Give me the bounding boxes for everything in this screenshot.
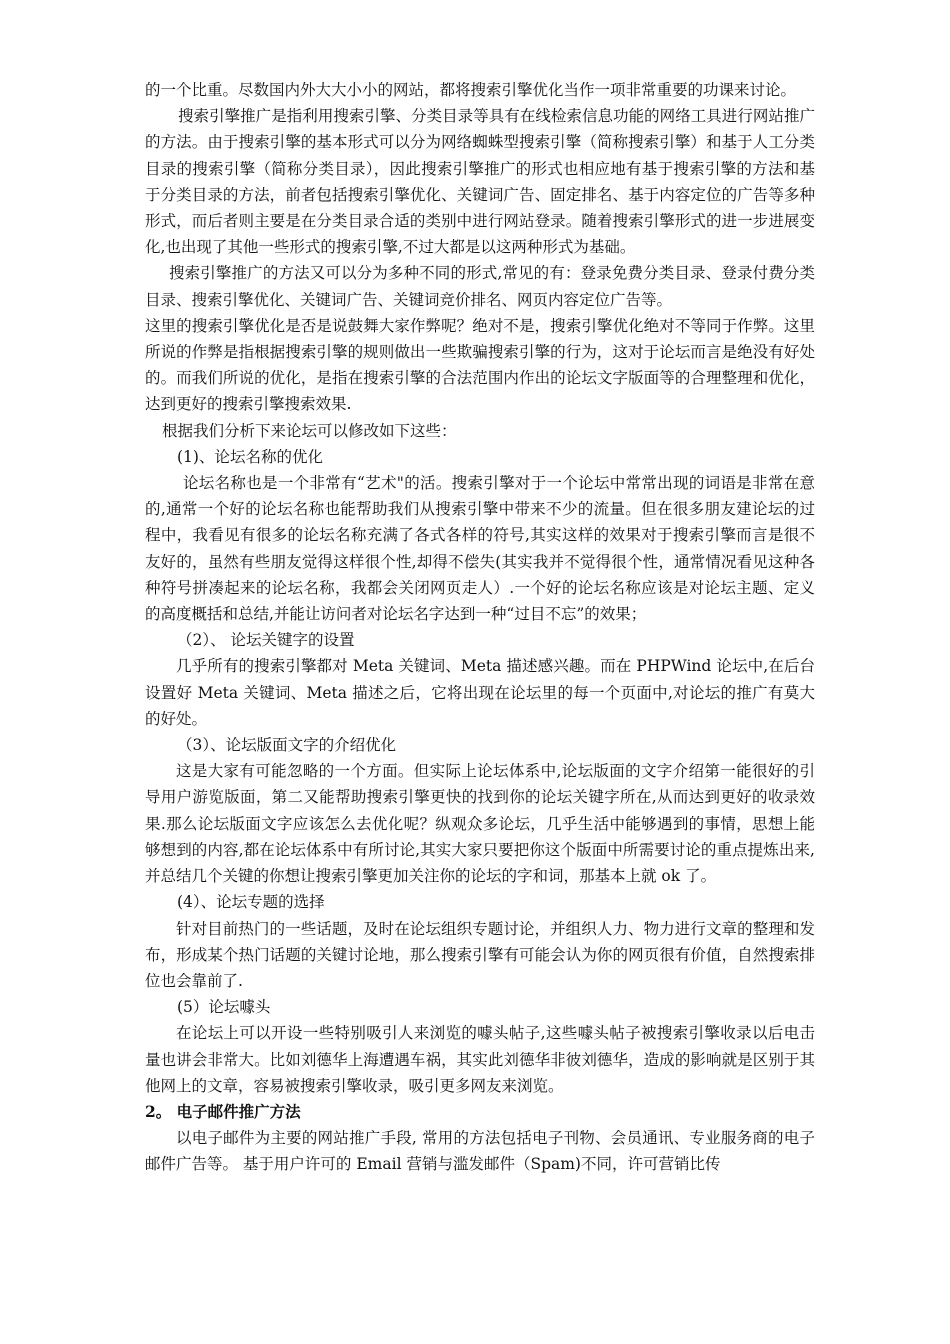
section-heading-email: 2。 电子邮件推广方法 [145, 1101, 301, 1121]
paragraph-promotion-methods: 搜索引擎推广的方法又可以分为多种不同的形式,常见的有：登录免费分类目录、登录付费分类目录、搜索引擎优化、关键词广告、关键词竞价排名、网页内容定位广告等。 [145, 264, 815, 309]
paragraph-forum-gimmick: 在论坛上可以开设一些特别吸引人来浏览的噱头帖子,这些噱头帖子被搜索引擎收录以后电击量也讲会非常大。比如刘德华上海遭遇车祸，其实此刘德华非彼刘德华，造成的影响就是区别于其他网上的文章，容易被搜索引擎收录，吸引更多网友来浏览。 [145, 1024, 815, 1095]
paragraph-search-engine-promotion: 搜索引擎推广是指利用搜索引擎、分类目录等具有在线检索信息功能的网络工具进行网站推广的方法。由于搜索引擎的基本形式可以分为网络蜘蛛型搜索引擎（简称搜索引擎）和基于人工分类目录的搜索引擎（简称分类目录），因此搜索引擎推广的形式也相应地有基于搜索引擎的方法和基于分类目录的方法，前者包括搜索引擎优化、关键词广告、固定排名、基于内容定位的广告等多种形式，而后者则主要是在分类目录合适的类别中进行网站登录。随着搜索引擎形式的进一步进展变化,也出现了其他一些形式的搜索引擎,不过大都是以这两种形式为基础。 [145, 107, 815, 257]
subheading-forum-topics: (4）、论坛专题的选择 [177, 893, 325, 912]
subheading-forum-text: （3）、论坛版面文字的介绍优化 [177, 736, 397, 755]
paragraph-forum-text: 这是大家有可能忽略的一个方面。但实际上论坛体系中,论坛版面的文字介绍第一能很好的引导用户游览版面，第二又能帮助搜索引擎更快的找到你的论坛关键字所在,从而达到更好的收录效果.那么论坛版面文字应该怎么去优化呢？纵观众多论坛，几乎生活中能够遇到的事情，思想上能够想到的内容,都在论坛体系中有所讨论,其实大家只要把你这个版面中所需要讨论的重点提炼出来,并总结几个关键的你想让搜索引擎更加关注你的论坛的字和词，那基本上就 ok 了。 [145, 762, 815, 886]
paragraph-seo-not-cheating: 这里的搜索引擎优化是否是说鼓舞大家作弊呢？绝对不是，搜索引擎优化绝对不等同于作弊。这里所说的作弊是指根据搜索引擎的规则做出一些欺骗搜索引擎的行为，这对于论坛而言是绝没有好处的。而我们所说的优化，是指在搜索引擎的合法范围内作出的论坛文字版面等的合理整理和优化，达到更好的搜索引擎搜索效果. [145, 316, 815, 414]
paragraph-forum-keywords: 几乎所有的搜索引擎都对 Meta 关键词、Meta 描述感兴趣。而在 PHPWind 论坛中,在后台设置好 Meta 关键词、Meta 描述之后，它将出现在论坛里的每一个页面中,对论坛的推广有莫大的好处。 [145, 657, 815, 728]
subheading-forum-keywords: （2）、 论坛关键字的设置 [177, 631, 355, 650]
document-page [145, 77, 815, 1178]
subheading-forum-gimmick: (5）论坛噱头 [177, 998, 271, 1017]
paragraph-forum-name: 论坛名称也是一个非常有“艺术"的活。搜索引擎对于一个论坛中常常出现的词语是非常在意的,通常一个好的论坛名称也能帮助我们从搜索引擎中带来不少的流量。但在很多朋友建论坛的过程中，我看见有很多的论坛名称充满了各式各样的符号,其实这样的效果对于搜索引擎而言是很不友好的，虽然有些朋友觉得这样很个性,却得不偿失(其实我并不觉得很个性，通常情况看见这种各种符号拼凑起来的论坛名称，我都会关闭网页走人）.一个好的论坛名称应该是对论坛主题、定义的高度概括和总结,并能让访问者对论坛名字达到一种“过目不忘”的效果； [145, 474, 815, 624]
paragraph-modifications-intro: 根据我们分析下来论坛可以修改如下这些： [162, 421, 457, 440]
subheading-forum-name: (1)、论坛名称的优化 [177, 447, 323, 466]
paragraph-forum-topics: 针对目前热门的一些话题，及时在论坛组织专题讨论，并组织人力、物力进行文章的整理和发布，形成某个热门话题的关键讨论地，那么搜索引擎有可能会认为你的网页很有价值，自然搜索排位也会靠前了. [145, 919, 815, 990]
paragraph-intro-continuation: 的一个比重。尽数国内外大大小小的网站，都将搜索引擎优化当作一项非常重要的功课来讨论。 [145, 81, 797, 99]
paragraph-email-promotion: 以电子邮件为主要的网站推广手段, 常用的方法包括电子刊物、会员通讯、专业服务商的电子邮件广告等。 基于用户许可的 Email 营销与滥发邮件（Spam)不同，许可营销比传 [145, 1129, 815, 1174]
